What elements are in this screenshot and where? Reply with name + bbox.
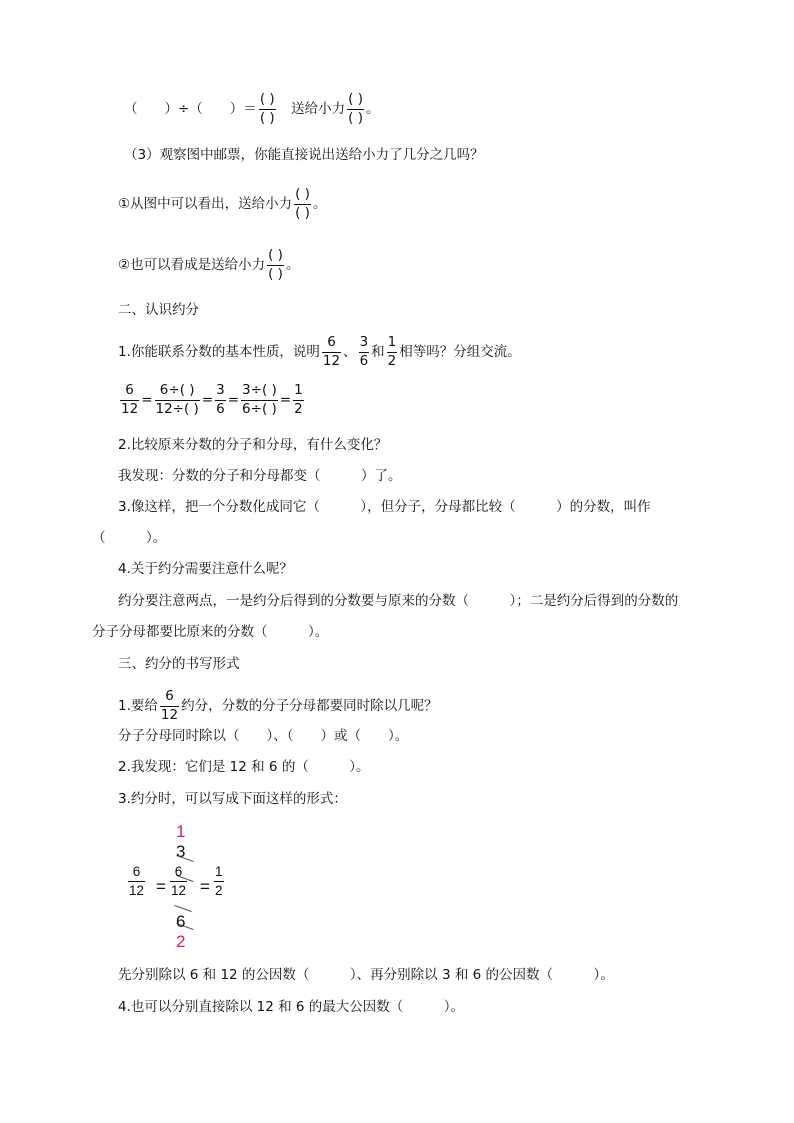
question-3b — [118, 249, 299, 281]
frac-den: 6÷( ) — [242, 400, 277, 417]
frac-num: ( ) — [295, 186, 310, 202]
frac-den: ( ) — [348, 109, 363, 126]
mid-fraction — [168, 865, 189, 897]
period: 。 — [312, 196, 327, 212]
frac-num: 3 — [359, 334, 369, 350]
q3b-text: ②也可以看成是送给小力 — [118, 257, 266, 273]
frac-den: 2 — [215, 882, 223, 898]
division-blanks-line — [124, 93, 379, 125]
period: 。 — [285, 257, 300, 273]
equals-1: = — [156, 877, 166, 896]
frac-den: 12 — [322, 352, 341, 369]
top-quotient-1: 1 — [176, 822, 186, 841]
s3-question-4: 4.也可以分别直接除以 12 和 6 的最大公因数（ ）。 — [118, 999, 465, 1015]
frac-num: 1 — [215, 864, 223, 879]
frac-den: ( ) — [259, 109, 275, 126]
equals: = — [227, 392, 240, 408]
s3-answer-3: 先分别除以 6 和 12 的公因数（ ）、再分别除以 3 和 6 的公因数（ ）。 — [118, 967, 614, 983]
fraction-blank — [267, 249, 284, 281]
q3a-text: ①从图中可以看出，送给小力 — [118, 196, 293, 212]
frac-num: ( ) — [259, 91, 275, 107]
and-text: 和 — [371, 344, 385, 360]
separator: 、 — [343, 344, 357, 360]
rhs-fraction — [212, 865, 226, 897]
fraction-blank-2 — [347, 93, 364, 125]
frac-num: 3 — [216, 382, 225, 398]
s2-question-3: 3.像这样，把一个分数化成同它（ ），但分子，分母都比较（ ）的分数，叫作 — [118, 499, 651, 515]
frac-den: 12÷( ) — [155, 400, 199, 417]
s2-question-2: 2.比较原来分数的分子和分母，有什么变化？ — [118, 437, 388, 453]
give-text: 送给小力 — [277, 101, 346, 117]
section-3-heading: 三、约分的书写形式 — [118, 656, 240, 672]
s2-answer-2: 我发现：分数的分子和分母都变（ ）了。 — [118, 468, 402, 484]
frac-den: 12 — [121, 400, 139, 417]
fraction-blank — [294, 188, 311, 220]
frac-num: 1 — [294, 382, 303, 398]
text: 1.你能联系分数的基本性质，说明 — [118, 344, 320, 360]
fraction-3-6 — [359, 336, 370, 368]
frac-den: 6 — [216, 400, 225, 417]
frac-num: ( ) — [348, 91, 363, 107]
frac-num: ( ) — [268, 247, 283, 263]
frac-den: 2 — [387, 352, 397, 369]
equals: = — [279, 392, 292, 408]
fraction-1-2 — [387, 336, 398, 368]
s3-answer-1: 分子分母同时除以（ ）、（ ）或（ ）。 — [118, 728, 409, 744]
question-3: （3）观察图中邮票，你能直接说出送给小力了几分之几吗？ — [124, 147, 484, 163]
fraction-6-12 — [322, 336, 341, 368]
frac-num: 3÷( ) — [242, 382, 277, 398]
fraction-6-12 — [160, 690, 179, 722]
period: 。 — [365, 101, 380, 117]
s2-question-1 — [118, 336, 521, 368]
s3-question-1 — [118, 690, 438, 722]
frac-num: 6 — [165, 688, 174, 704]
s2-answer-4-cont: 分子分母都要比原来的分数（ ）。 — [92, 624, 329, 640]
frac-num: 6÷( ) — [159, 382, 195, 398]
s3-question-3: 3.约分时，可以写成下面这样的形式： — [118, 791, 347, 807]
frac-num: 6 — [327, 334, 336, 350]
frac-den: ( ) — [268, 265, 283, 282]
equivalence-equation — [118, 384, 306, 416]
frac-den: 12 — [129, 882, 145, 898]
fraction-blank — [259, 93, 276, 125]
lhs-fraction — [126, 865, 147, 897]
section-2-heading: 二、认识约分 — [118, 302, 199, 318]
s3-question-2: 2.我发现：它们是 12 和 6 的（ ）。 — [118, 759, 370, 775]
text: 1.要给 — [118, 698, 158, 714]
division-text: （ ）÷（ ）＝ — [124, 101, 257, 117]
frac-num: 1 — [387, 334, 397, 350]
bottom-quotient-2: 2 — [176, 932, 186, 951]
frac-den: 6 — [359, 352, 369, 369]
equals: = — [141, 392, 153, 408]
frac-num: 6 — [174, 864, 183, 879]
s2-answer-4: 约分要注意两点，一是约分后得到的分数要与原来的分数（ ）；二是约分后得到的分数的 — [118, 593, 679, 609]
text: 相等吗？分组交流。 — [399, 344, 521, 360]
frac-den: 12 — [160, 706, 179, 723]
frac-num: 6 — [125, 382, 134, 398]
s2-question-4: 4.关于约分需要注意什么呢？ — [118, 561, 293, 577]
equals-2: = — [200, 877, 210, 896]
frac-den: 12 — [171, 882, 187, 898]
bottom-quotient-6: 6 — [176, 912, 186, 931]
equals: = — [201, 392, 214, 408]
frac-num: 6 — [132, 864, 141, 879]
s2-question-3-cont: （ ）。 — [92, 530, 167, 546]
question-3a — [118, 188, 326, 220]
text: 约分，分数的分子分母都要同时除以几呢？ — [181, 698, 438, 714]
frac-den: ( ) — [295, 204, 310, 221]
top-quotient-3: 3 — [176, 842, 186, 861]
reduction-diagram — [118, 820, 258, 955]
frac-den: 2 — [294, 400, 303, 417]
